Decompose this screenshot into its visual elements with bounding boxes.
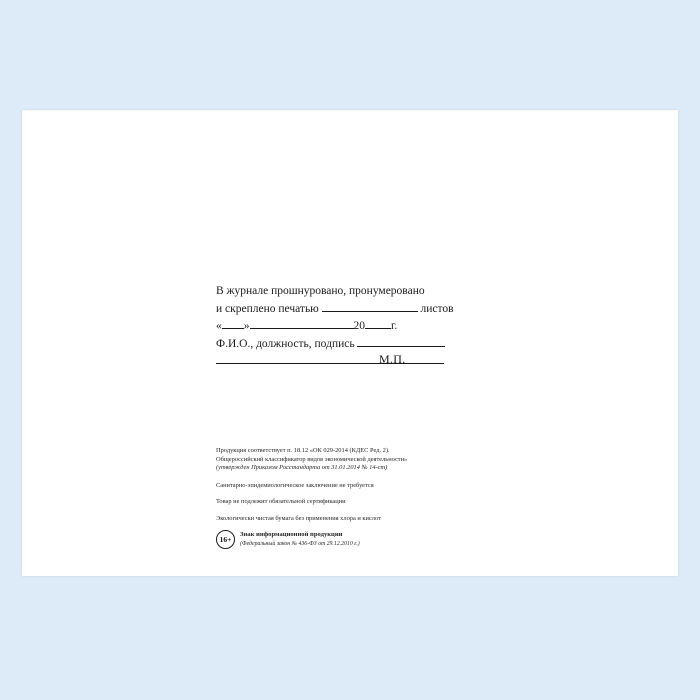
age-rating-icon: 16+ xyxy=(216,530,235,549)
certification-block xyxy=(216,284,546,370)
extra-blank-line[interactable] xyxy=(216,352,444,364)
fineprint-paragraph-4: Экологически чистая бумага без применения хлора и кислот xyxy=(216,514,381,522)
year-blank[interactable] xyxy=(365,317,391,329)
fineprint-p1-line3: (утвержден Приказом Росстандарта от 31.01.2014 № 14-ст) xyxy=(216,464,388,472)
certification-line-3 xyxy=(216,317,546,335)
fineprint-p1-line2: Общероссийский классификатор видов экономической деятельности» xyxy=(216,455,408,463)
document-page xyxy=(22,110,678,576)
fineprint-paragraph-1 xyxy=(216,447,576,473)
month-blank[interactable] xyxy=(250,317,354,329)
date-quote-close: » xyxy=(243,320,250,332)
fineprint-block xyxy=(216,447,576,531)
certification-line-2-prefix: и скреплено печатью xyxy=(216,302,319,315)
certification-line-2 xyxy=(216,300,546,318)
certification-line-1-text: В журнале прошнуровано, пронумеровано xyxy=(216,285,425,297)
age-mark-title: Знак информационной продукции xyxy=(240,531,343,538)
age-mark-block xyxy=(216,529,360,549)
fineprint-paragraph-2: Санитарно-эпидемиологическое заключение не требуется xyxy=(216,481,374,489)
signature-blank[interactable] xyxy=(357,335,445,347)
day-blank[interactable] xyxy=(222,317,244,329)
age-mark-subtitle: (Федеральный закон № 436-ФЗ от 29.12.2010 г.) xyxy=(240,540,360,547)
certification-line-4-prefix: Ф.И.О., должность, подпись xyxy=(216,337,355,350)
certification-line-2-suffix: листов xyxy=(420,302,454,315)
fineprint-paragraph-3: Товар не подлежит обязательной сертификации xyxy=(216,498,346,506)
date-quote-open: « xyxy=(216,320,222,332)
age-mark-text xyxy=(240,529,360,549)
certification-line-4 xyxy=(216,335,546,353)
fineprint-p1-line1: Продукция соответствует п. 18.12 «ОК 029-2014 (КДЕС Ред. 2). xyxy=(216,447,390,454)
certification-line-1 xyxy=(216,284,546,300)
sheets-count-blank[interactable] xyxy=(322,300,418,312)
year-prefix: 20 xyxy=(353,320,365,332)
year-suffix: г. xyxy=(391,320,398,332)
stamp-place-label: М.П. xyxy=(379,352,406,366)
